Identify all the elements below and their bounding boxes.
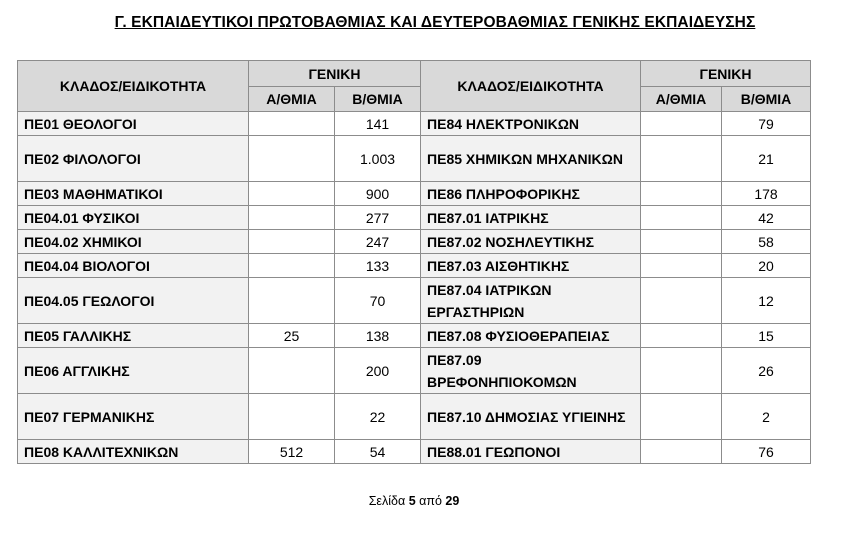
row-left-name: ΠΕ04.01 ΦΥΣΙΚΟΙ [18,206,249,230]
row-right-primary [641,112,722,136]
row-right-primary [641,394,722,440]
row-left-primary: 512 [249,440,335,464]
header-general-right: ΓΕΝΙΚΗ [641,61,811,87]
row-left-secondary: 70 [335,278,421,324]
table-row [18,394,811,440]
row-right-name: ΠΕ84 ΗΛΕΚΤΡΟΝΙΚΩΝ [421,112,641,136]
header-specialty-left: ΚΛΑΔΟΣ/ΕΙΔΙΚΟΤΗΤΑ [18,61,249,112]
row-right-name: ΠΕ87.10 ΔΗΜΟΣΙΑΣ ΥΓΙΕΙΝΗΣ [421,394,641,440]
row-right-secondary: 79 [722,112,811,136]
row-right-name: ΠΕ88.01 ΓΕΩΠΟΝΟΙ [421,440,641,464]
row-left-secondary: 138 [335,324,421,348]
row-right-primary [641,254,722,278]
row-right-secondary: 15 [722,324,811,348]
row-right-name: ΠΕ85 ΧΗΜΙΚΩΝ ΜΗΧΑΝΙΚΩΝ [421,136,641,182]
row-left-primary [249,394,335,440]
footer-page-number: 5 [408,494,416,508]
row-right-primary [641,230,722,254]
header-specialty-right: ΚΛΑΔΟΣ/ΕΙΔΙΚΟΤΗΤΑ [421,61,641,112]
row-right-secondary: 76 [722,440,811,464]
row-left-secondary: 22 [335,394,421,440]
row-right-secondary: 2 [722,394,811,440]
row-left-primary [249,206,335,230]
row-right-name: ΠΕ87.01 ΙΑΤΡΙΚΗΣ [421,206,641,230]
page-footer [0,494,828,508]
header-secondary-left: Β/ΘΜΙΑ [335,87,421,112]
table-row [18,112,811,136]
row-left-name: ΠΕ07 ΓΕΡΜΑΝΙΚΗΣ [18,394,249,440]
row-right-secondary: 58 [722,230,811,254]
table-row [18,136,811,182]
row-left-name: ΠΕ05 ΓΑΛΛΙΚΗΣ [18,324,249,348]
row-right-primary [641,182,722,206]
row-left-secondary: 54 [335,440,421,464]
row-right-name: ΠΕ87.04 ΙΑΤΡΙΚΩΝ ΕΡΓΑΣΤΗΡΙΩΝ [421,278,641,324]
row-right-primary [641,206,722,230]
row-left-name: ΠΕ06 ΑΓΓΛΙΚΗΣ [18,348,249,394]
row-left-name: ΠΕ04.05 ΓΕΩΛΟΓΟΙ [18,278,249,324]
row-right-secondary: 26 [722,348,811,394]
header-primary-right: Α/ΘΜΙΑ [641,87,722,112]
row-right-primary [641,324,722,348]
row-left-name: ΠΕ02 ΦΙΛΟΛΟΓΟΙ [18,136,249,182]
row-left-secondary: 141 [335,112,421,136]
table-row [18,254,811,278]
table-row [18,440,811,464]
table-row [18,348,811,394]
table-row [18,278,811,324]
row-left-name: ΠΕ03 ΜΑΘΗΜΑΤΙΚΟΙ [18,182,249,206]
row-right-name: ΠΕ87.09 ΒΡΕΦΟΝΗΠΙΟΚΟΜΩΝ [421,348,641,394]
row-right-secondary: 178 [722,182,811,206]
row-left-name: ΠΕ08 ΚΑΛΛΙΤΕΧΝΙΚΩΝ [18,440,249,464]
row-left-primary [249,112,335,136]
footer-total-pages: 29 [445,494,460,508]
row-right-primary [641,136,722,182]
row-right-name: ΠΕ87.08 ΦΥΣΙΟΘΕΡΑΠΕΙΑΣ [421,324,641,348]
row-right-name: ΠΕ86 ΠΛΗΡΟΦΟΡΙΚΗΣ [421,182,641,206]
header-general-left: ΓΕΝΙΚΗ [249,61,421,87]
row-right-primary [641,278,722,324]
row-left-name: ΠΕ01 ΘΕΟΛΟΓΟΙ [18,112,249,136]
row-left-primary [249,182,335,206]
row-left-secondary: 200 [335,348,421,394]
header-secondary-right: Β/ΘΜΙΑ [722,87,811,112]
footer-middle: από [415,494,446,508]
row-right-primary [641,440,722,464]
teachers-table [17,60,811,464]
row-right-secondary: 20 [722,254,811,278]
row-left-name: ΠΕ04.04 ΒΙΟΛΟΓΟΙ [18,254,249,278]
table-row [18,182,811,206]
row-right-primary [641,348,722,394]
row-left-name: ΠΕ04.02 ΧΗΜΙΚΟΙ [18,230,249,254]
footer-prefix: Σελίδα [368,494,409,508]
table-row [18,324,811,348]
row-left-primary [249,136,335,182]
row-left-secondary: 900 [335,182,421,206]
row-right-secondary: 42 [722,206,811,230]
row-left-secondary: 277 [335,206,421,230]
row-right-secondary: 21 [722,136,811,182]
row-left-primary: 25 [249,324,335,348]
header-primary-left: Α/ΘΜΙΑ [249,87,335,112]
row-left-secondary: 1.003 [335,136,421,182]
row-right-name: ΠΕ87.02 ΝΟΣΗΛΕΥΤΙΚΗΣ [421,230,641,254]
table-row [18,230,811,254]
row-left-primary [249,278,335,324]
row-left-primary [249,254,335,278]
row-right-secondary: 12 [722,278,811,324]
row-right-name: ΠΕ87.03 ΑΙΣΘΗΤΙΚΗΣ [421,254,641,278]
header-row [18,61,811,87]
row-left-secondary: 133 [335,254,421,278]
row-left-secondary: 247 [335,230,421,254]
document-title: Γ. ΕΚΠΑΙΔΕΥΤΙΚΟΙ ΠΡΩΤΟΒΑΘΜΙΑΣ ΚΑΙ ΔΕΥΤΕΡΟΒΑΘΜΙΑΣ ΓΕΝΙΚΗΣ ΕΚΠΑΙΔΕΥΣΗΣ [114,14,756,31]
row-left-primary [249,230,335,254]
table-row [18,206,811,230]
row-left-primary [249,348,335,394]
